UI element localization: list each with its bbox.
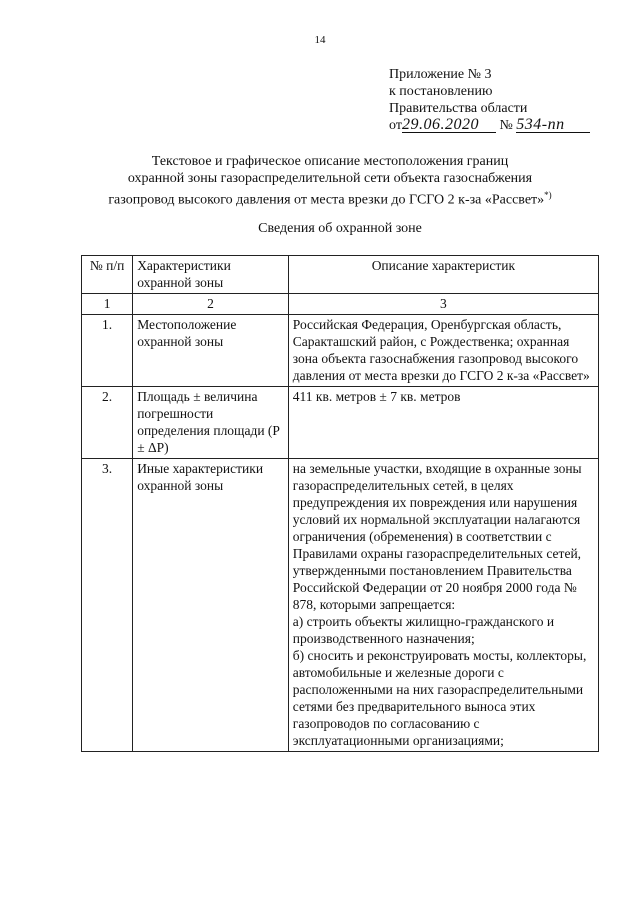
from-label: от <box>389 118 402 133</box>
document-title <box>60 153 600 209</box>
title-line-2: охранной зоны газораспределительной сети объекта газоснабжения <box>127 171 533 186</box>
page-number: 14 <box>314 34 326 46</box>
appendix-line-3: Правительства области <box>389 101 528 116</box>
handwritten-date: 29.06.2020 <box>402 117 496 133</box>
protection-zone-table <box>81 255 599 752</box>
header-description: Описание характеристик <box>288 256 598 294</box>
header-characteristics: Характеристики охранной зоны <box>133 256 289 294</box>
header-row <box>82 256 599 294</box>
restriction-item-b: б) сносить и реконструировать мосты, коллекторы, автомобильные и железные дороги с расположенными на них газораспределительными сетями без предварительного выноса этих газопроводов по согласованию с эксплуатационными организациями; <box>292 648 587 748</box>
header-num: № п/п <box>82 256 133 294</box>
row-description: 411 кв. метров ± 7 кв. метров <box>288 387 598 459</box>
table-row <box>82 459 599 752</box>
table-row <box>82 315 599 387</box>
handwritten-number: 534-пп <box>516 117 590 133</box>
index-2: 2 <box>133 294 289 315</box>
index-1: 1 <box>82 294 133 315</box>
row-number: 2. <box>82 387 133 459</box>
row-name: Местоположение охранной зоны <box>133 315 289 387</box>
row-number: 3. <box>82 459 133 752</box>
row-description <box>288 459 598 752</box>
index-row <box>82 294 599 315</box>
index-3: 3 <box>288 294 598 315</box>
title-line-3 <box>60 187 600 209</box>
restriction-item-a: а) строить объекты жилищно-гражданского и производственного назначения; <box>292 614 555 646</box>
footnote-mark: *) <box>544 190 552 200</box>
section-subtitle: Сведения об охранной зоне <box>258 221 422 236</box>
title-line-3-text: газопровод высокого давления от места врезки до ГСГО 2 к-за «Рассвет» <box>108 192 545 208</box>
title-line-1: Текстовое и графическое описание местоположения границ <box>151 154 509 169</box>
appendix-block <box>389 66 590 134</box>
appendix-line-2: к постановлению <box>389 84 493 99</box>
appendix-line-1: Приложение № 3 <box>389 67 492 82</box>
appendix-date-line <box>389 117 590 134</box>
row-number: 1. <box>82 315 133 387</box>
row-name: Площадь ± величина погрешности определения площади (Р ± ΔР) <box>133 387 289 459</box>
row-description: Российская Федерация, Оренбургская область, Саракташский район, с Рождественка; охранная зона объекта газоснабжения газопровод высокого давления от места врезки до ГСГО 2 к-за «Рассвет» <box>288 315 598 387</box>
restrictions-intro: на земельные участки, входящие в охранные зоны газораспределительных сетей, в целях предупреждения их повреждения или нарушения условий их нормальной эксплуатации налагаются ограничения (обременения) в соответствии с Правилами охраны газораспределительных сетей, утвержденными постановлением Правительства Российской Федерации от 20 ноября 2000 года № 878, которыми запрещается: <box>292 461 582 612</box>
row-name: Иные характеристики охранной зоны <box>133 459 289 752</box>
table-row <box>82 387 599 459</box>
number-label: № <box>499 118 513 133</box>
